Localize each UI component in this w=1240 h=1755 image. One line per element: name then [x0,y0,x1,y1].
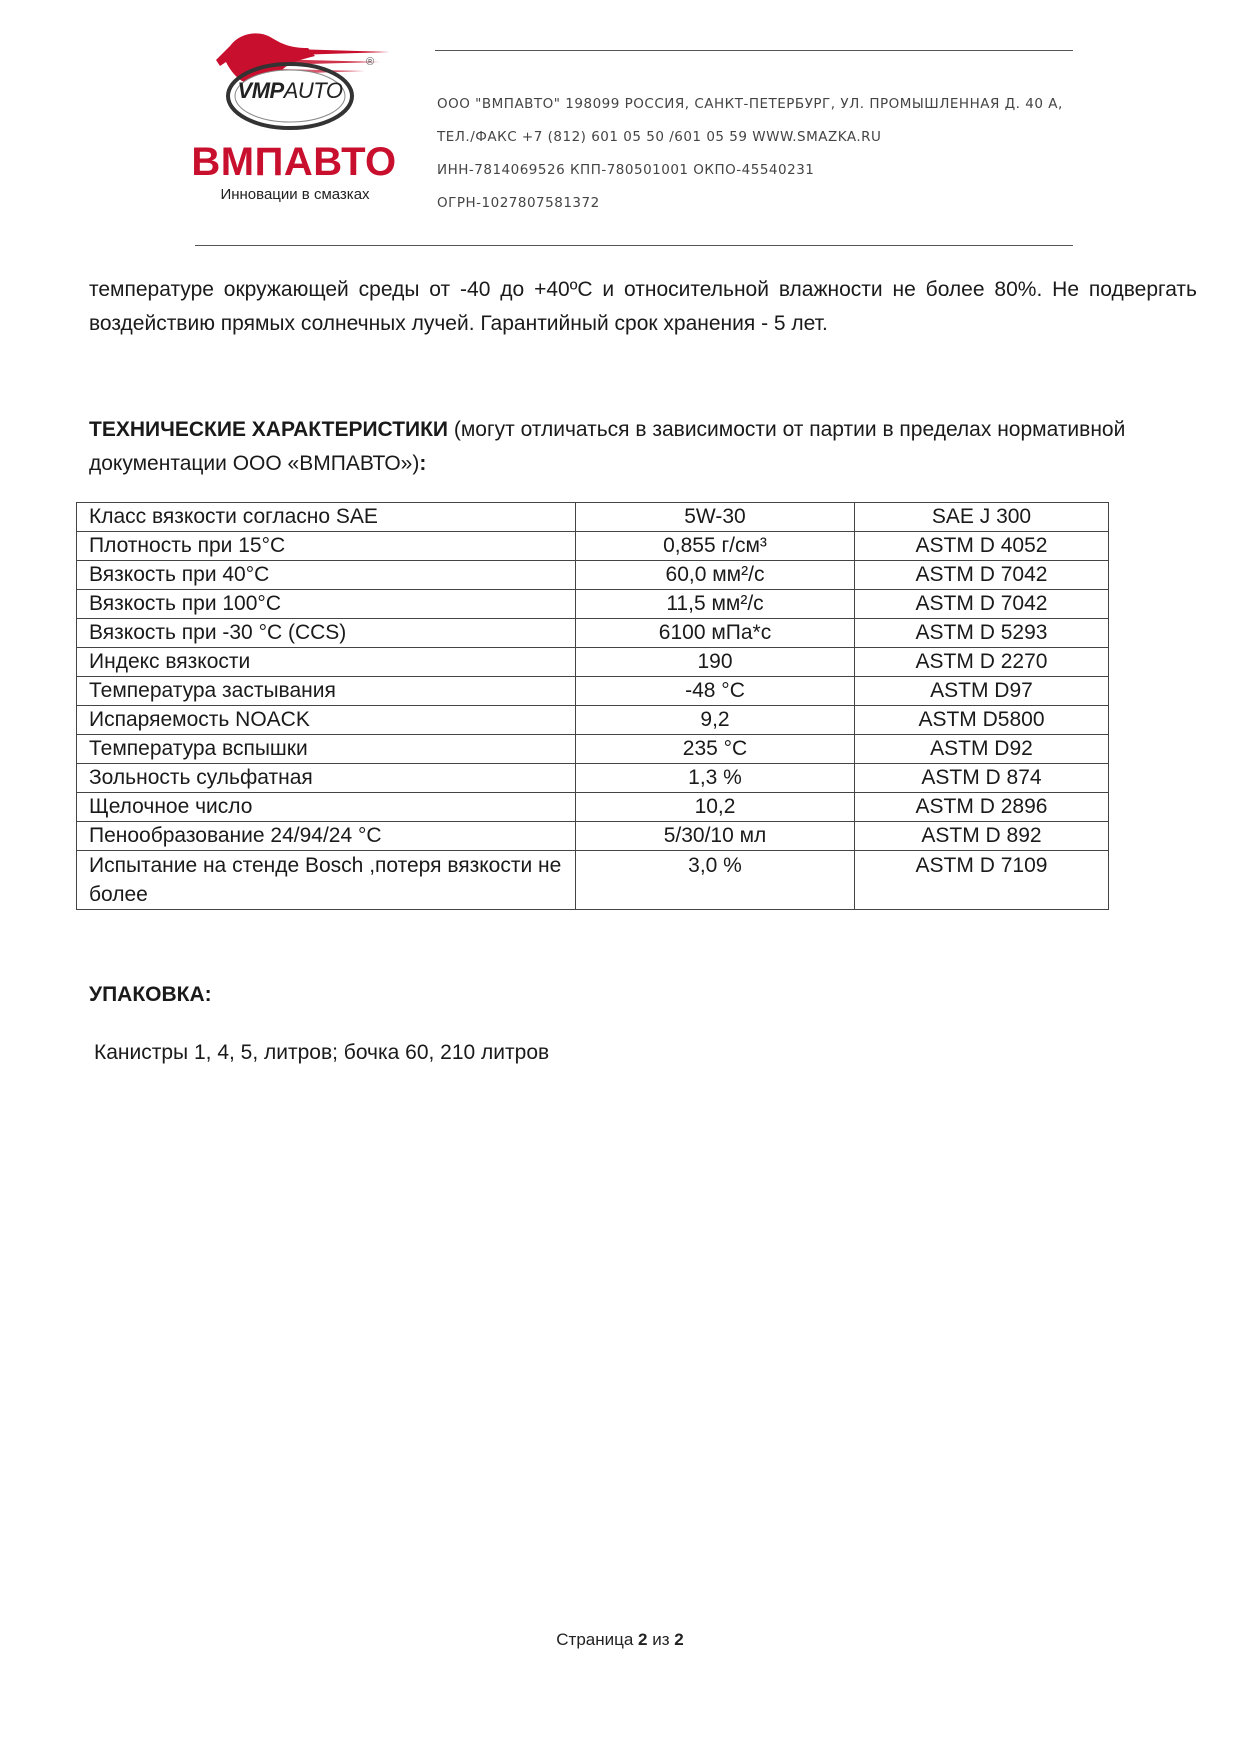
table-row [77,735,1109,764]
table-row [77,677,1109,706]
spec-method: ASTM D92 [855,735,1109,764]
spec-value: 6100 мПа*с [576,619,855,648]
table-row [77,822,1109,851]
spec-value: 10,2 [576,793,855,822]
spec-property: Вязкость при 100°С [77,590,576,619]
specs-table [76,502,1109,910]
spec-value: 3,0 % [576,851,855,910]
spec-method: ASTM D 5293 [855,619,1109,648]
company-ogrn-line: ОГРН-1027807581372 [437,195,600,211]
spec-method: ASTM D 7042 [855,561,1109,590]
storage-paragraph: температуре окружающей среды от -40 до +40ºС и относительной влажности не более 80%. Не подвергать воздействию прямых солнечных лучей. Гарантийный срок хранения - 5 лет. [89,278,1197,335]
packaging-text: Канистры 1, 4, 5, литров; бочка 60, 210 литров [94,1041,550,1064]
table-row [77,851,1109,910]
spec-property: Температура застывания [77,677,576,706]
spec-value: 235 °С [576,735,855,764]
spec-method: ASTM D5800 [855,706,1109,735]
table-row [77,590,1109,619]
spec-value: 60,0 мм²/с [576,561,855,590]
company-logo [190,26,400,211]
spec-property: Класс вязкости согласно SAE [77,503,576,532]
header-divider-top [435,50,1073,51]
spec-value: 0,855 г/см³ [576,532,855,561]
registered-mark: ® [366,56,375,68]
page-number: Страница 2 из 2 [556,1630,684,1649]
table-row [77,503,1109,532]
logo-latin-text: VMPAUTO [237,78,343,103]
company-registration-line: ИНН-7814069526 КПП-780501001 ОКПО-45540231 [437,162,815,178]
company-address-line: ООО "ВМПАВТО" 198099 РОССИЯ, САНКТ-ПЕТЕРБУРГ, УЛ. ПРОМЫШЛЕННАЯ Д. 40 А, [437,96,1063,112]
spec-property: Щелочное число [77,793,576,822]
table-row [77,648,1109,677]
table-row [77,764,1109,793]
table-row [77,561,1109,590]
table-row [77,619,1109,648]
specs-section-title: ТЕХНИЧЕСКИЕ ХАРАКТЕРИСТИКИ (могут отличаться в зависимости от партии в пределах нормативной документации ООО «ВМПАВТО»): [89,418,1126,475]
spec-property: Вязкость при -30 °С (CCS) [77,619,576,648]
spec-property: Испаряемость NOACK [77,706,576,735]
spec-value: 11,5 мм²/с [576,590,855,619]
spec-method: ASTM D 892 [855,822,1109,851]
brand-tagline: Инновации в смазках [220,186,370,203]
spec-value: 5W-30 [576,503,855,532]
spec-property: Температура вспышки [77,735,576,764]
table-row [77,793,1109,822]
header-divider-bottom [195,245,1073,246]
spec-method: ASTM D 2270 [855,648,1109,677]
spec-value: 9,2 [576,706,855,735]
spec-value: -48 °С [576,677,855,706]
spec-method: ASTM D 7042 [855,590,1109,619]
spec-method: ASTM D 4052 [855,532,1109,561]
spec-property: Испытание на стенде Bosch ,потеря вязкости не более [77,851,576,910]
spec-method: SAE J 300 [855,503,1109,532]
spec-property: Пенообразование 24/94/24 °С [77,822,576,851]
spec-method: ASTM D 2896 [855,793,1109,822]
company-info [437,88,1087,220]
spec-value: 5/30/10 мл [576,822,855,851]
spec-value: 1,3 % [576,764,855,793]
spec-method: ASTM D97 [855,677,1109,706]
brand-name: ВМПАВТО [191,140,397,184]
spec-value: 190 [576,648,855,677]
spec-property: Вязкость при 40°С [77,561,576,590]
table-row [77,532,1109,561]
packaging-title: УПАКОВКА: [89,983,212,1006]
spec-method: ASTM D 7109 [855,851,1109,910]
spec-property: Индекс вязкости [77,648,576,677]
company-phone-line: ТЕЛ./ФАКС +7 (812) 601 05 50 /601 05 59 WWW.SMAZKA.RU [437,129,882,145]
table-row [77,706,1109,735]
spec-property: Зольность сульфатная [77,764,576,793]
spec-property: Плотность при 15°С [77,532,576,561]
spec-method: ASTM D 874 [855,764,1109,793]
